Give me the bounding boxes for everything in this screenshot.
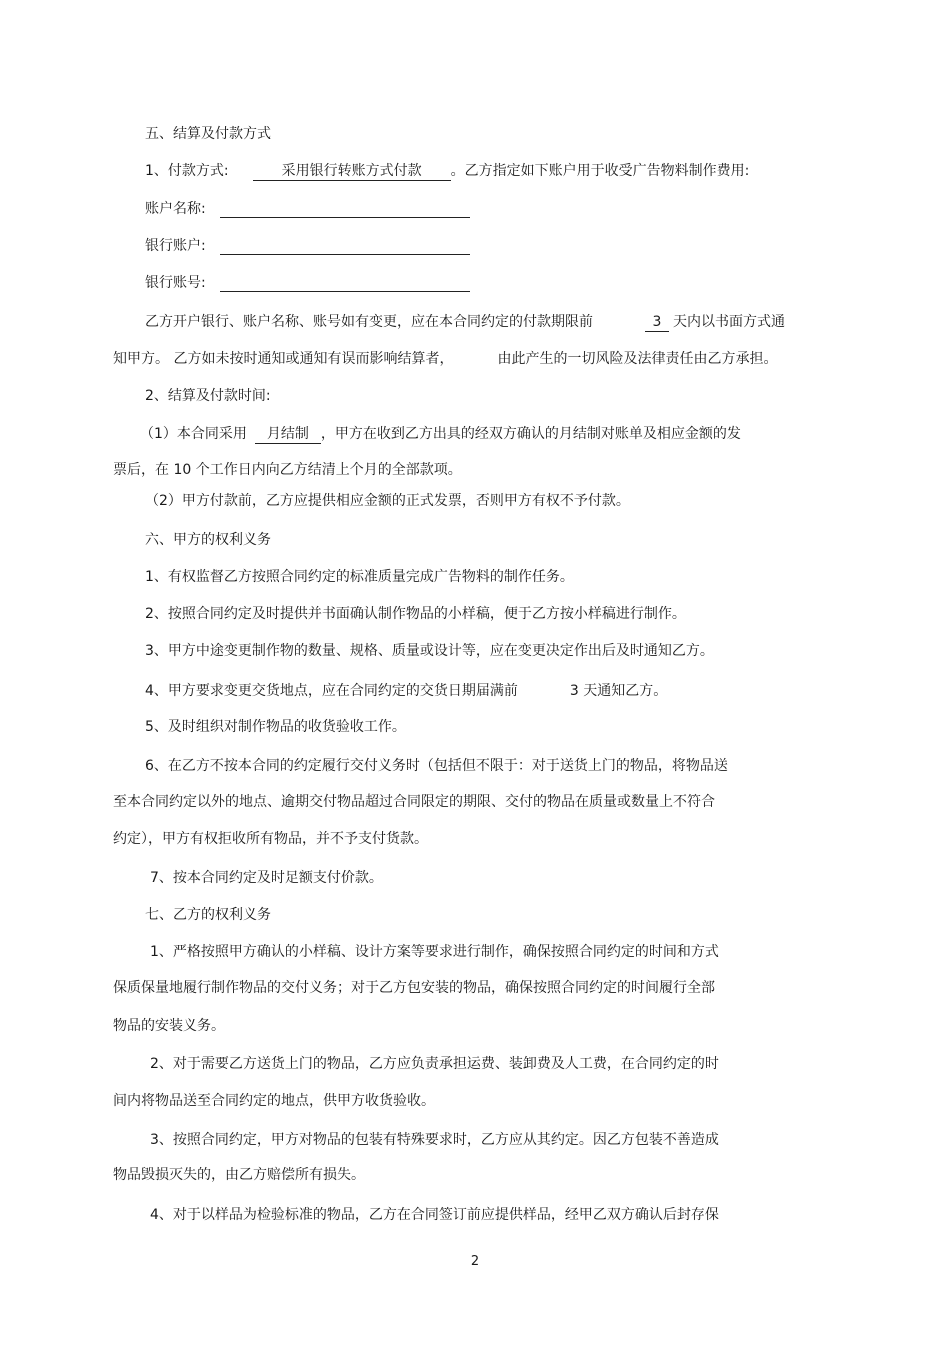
party-b-item-2-line1: 2、对于需要乙方送货上门的物品，乙方应负责承担运费、装卸费及人工费，在合同约定的时 (150, 1056, 719, 1072)
party-a-item-3: 3、甲方中途变更制作物的数量、规格、质量或设计等，应在变更决定作出后及时通知乙方。 (145, 643, 714, 659)
party-a-item-1: 1、有权监督乙方按照合同约定的标准质量完成广告物料的制作任务。 (145, 569, 574, 585)
party-a-item-4-days: 3 天通知乙方。 (569, 683, 668, 699)
account-change-text3: 由此产生的一切风险及法律责任由乙方承担。 (497, 351, 778, 367)
account-change-text2: 知甲方。 乙方如未按时通知或通知有误而影响结算者， (113, 351, 454, 367)
party-b-item-1-line2: 保质保量地履行制作物品的交付义务；对于乙方包安装的物品，确保按照合同约定的时间履行全部 (113, 980, 715, 996)
page-number: 2 (470, 1254, 480, 1269)
payment-time-heading: 2、结算及付款时间: (145, 388, 271, 404)
account-change-line1 (145, 313, 785, 332)
party-b-item-3-line2: 物品毁损灭失的，由乙方赔偿所有损失。 (113, 1167, 365, 1183)
bank-number-line (145, 274, 470, 292)
payment-method-label: 1、付款方式: (145, 163, 229, 179)
party-a-item-5: 5、及时组织对制作物品的收货验收工作。 (145, 719, 406, 735)
party-a-item-6-line1: 6、在乙方不按本合同的约定履行交付义务时（包括但不限于：对于送货上门的物品，将物品送 (145, 758, 728, 774)
settlement-method-value: 月结制 (255, 426, 321, 444)
account-name-blank (220, 201, 470, 218)
monthly-settlement-line1 (140, 425, 741, 444)
bank-account-blank (220, 238, 470, 255)
section5-heading: 五、结算及付款方式 (145, 126, 271, 142)
payment-method-value: 采用银行转账方式付款 (253, 163, 451, 181)
party-a-item-7: 7、按本合同约定及时足额支付价款。 (150, 870, 383, 886)
payment-method-line (145, 162, 749, 181)
bank-account-label: 银行账户: (145, 238, 206, 254)
party-b-item-1-line3: 物品的安装义务。 (113, 1018, 225, 1034)
account-name-line (145, 200, 470, 218)
monthly-settlement-suffix: ，甲方在收到乙方出具的经双方确认的月结制对账单及相应金额的发 (320, 426, 741, 442)
account-change-text: 乙方开户银行、账户名称、账号如有变更，应在本合同约定的付款期限前 (145, 314, 593, 330)
account-change-text-end: 天内以书面方式通 (673, 314, 785, 330)
party-a-item-6-line3: 约定），甲方有权拒收所有物品，并不予支付货款。 (113, 831, 428, 847)
party-b-item-1-line1: 1、严格按照甲方确认的小样稿、设计方案等要求进行制作，确保按照合同约定的时间和方式 (150, 944, 719, 960)
notice-days-value: 3 (645, 314, 669, 332)
bank-account-line (145, 237, 470, 255)
party-a-item-6-line2: 至本合同约定以外的地点、逾期交付物品超过合同限定的期限、交付的物品在质量或数量上不符合 (113, 794, 715, 810)
section7-heading: 七、乙方的权利义务 (145, 907, 271, 923)
party-a-item-4 (145, 682, 667, 700)
party-b-item-3-line1: 3、按照合同约定，甲方对物品的包装有特殊要求时，乙方应从其约定。因乙方包装不善造成 (150, 1132, 719, 1148)
party-a-item-2: 2、按照合同约定及时提供并书面确认制作物品的小样稿，便于乙方按小样稿进行制作。 (145, 606, 686, 622)
section6-heading: 六、甲方的权利义务 (145, 532, 271, 548)
account-name-label: 账户名称: (145, 201, 206, 217)
bank-number-blank (220, 275, 470, 292)
invoice-requirement: （2）甲方付款前，乙方应提供相应金额的正式发票，否则甲方有权不予付款。 (145, 493, 630, 509)
payment-method-suffix: 。乙方指定如下账户用于收受广告物料制作费用: (450, 163, 750, 179)
party-b-item-2-line2: 间内将物品送至合同约定的地点，供甲方收货验收。 (113, 1093, 435, 1109)
bank-number-label: 银行账号: (145, 275, 206, 291)
monthly-settlement-line2: 票后，在 10 个工作日内向乙方结清上个月的全部款项。 (113, 462, 462, 478)
monthly-settlement-prefix: （1）本合同采用 (140, 426, 247, 442)
account-change-line2 (113, 350, 777, 368)
party-a-item-4-text: 4、甲方要求变更交货地点，应在合同约定的交货日期届满前 (145, 683, 518, 699)
party-b-item-4-line1: 4、对于以样品为检验标准的物品，乙方在合同签订前应提供样品，经甲乙双方确认后封存保 (150, 1207, 719, 1223)
